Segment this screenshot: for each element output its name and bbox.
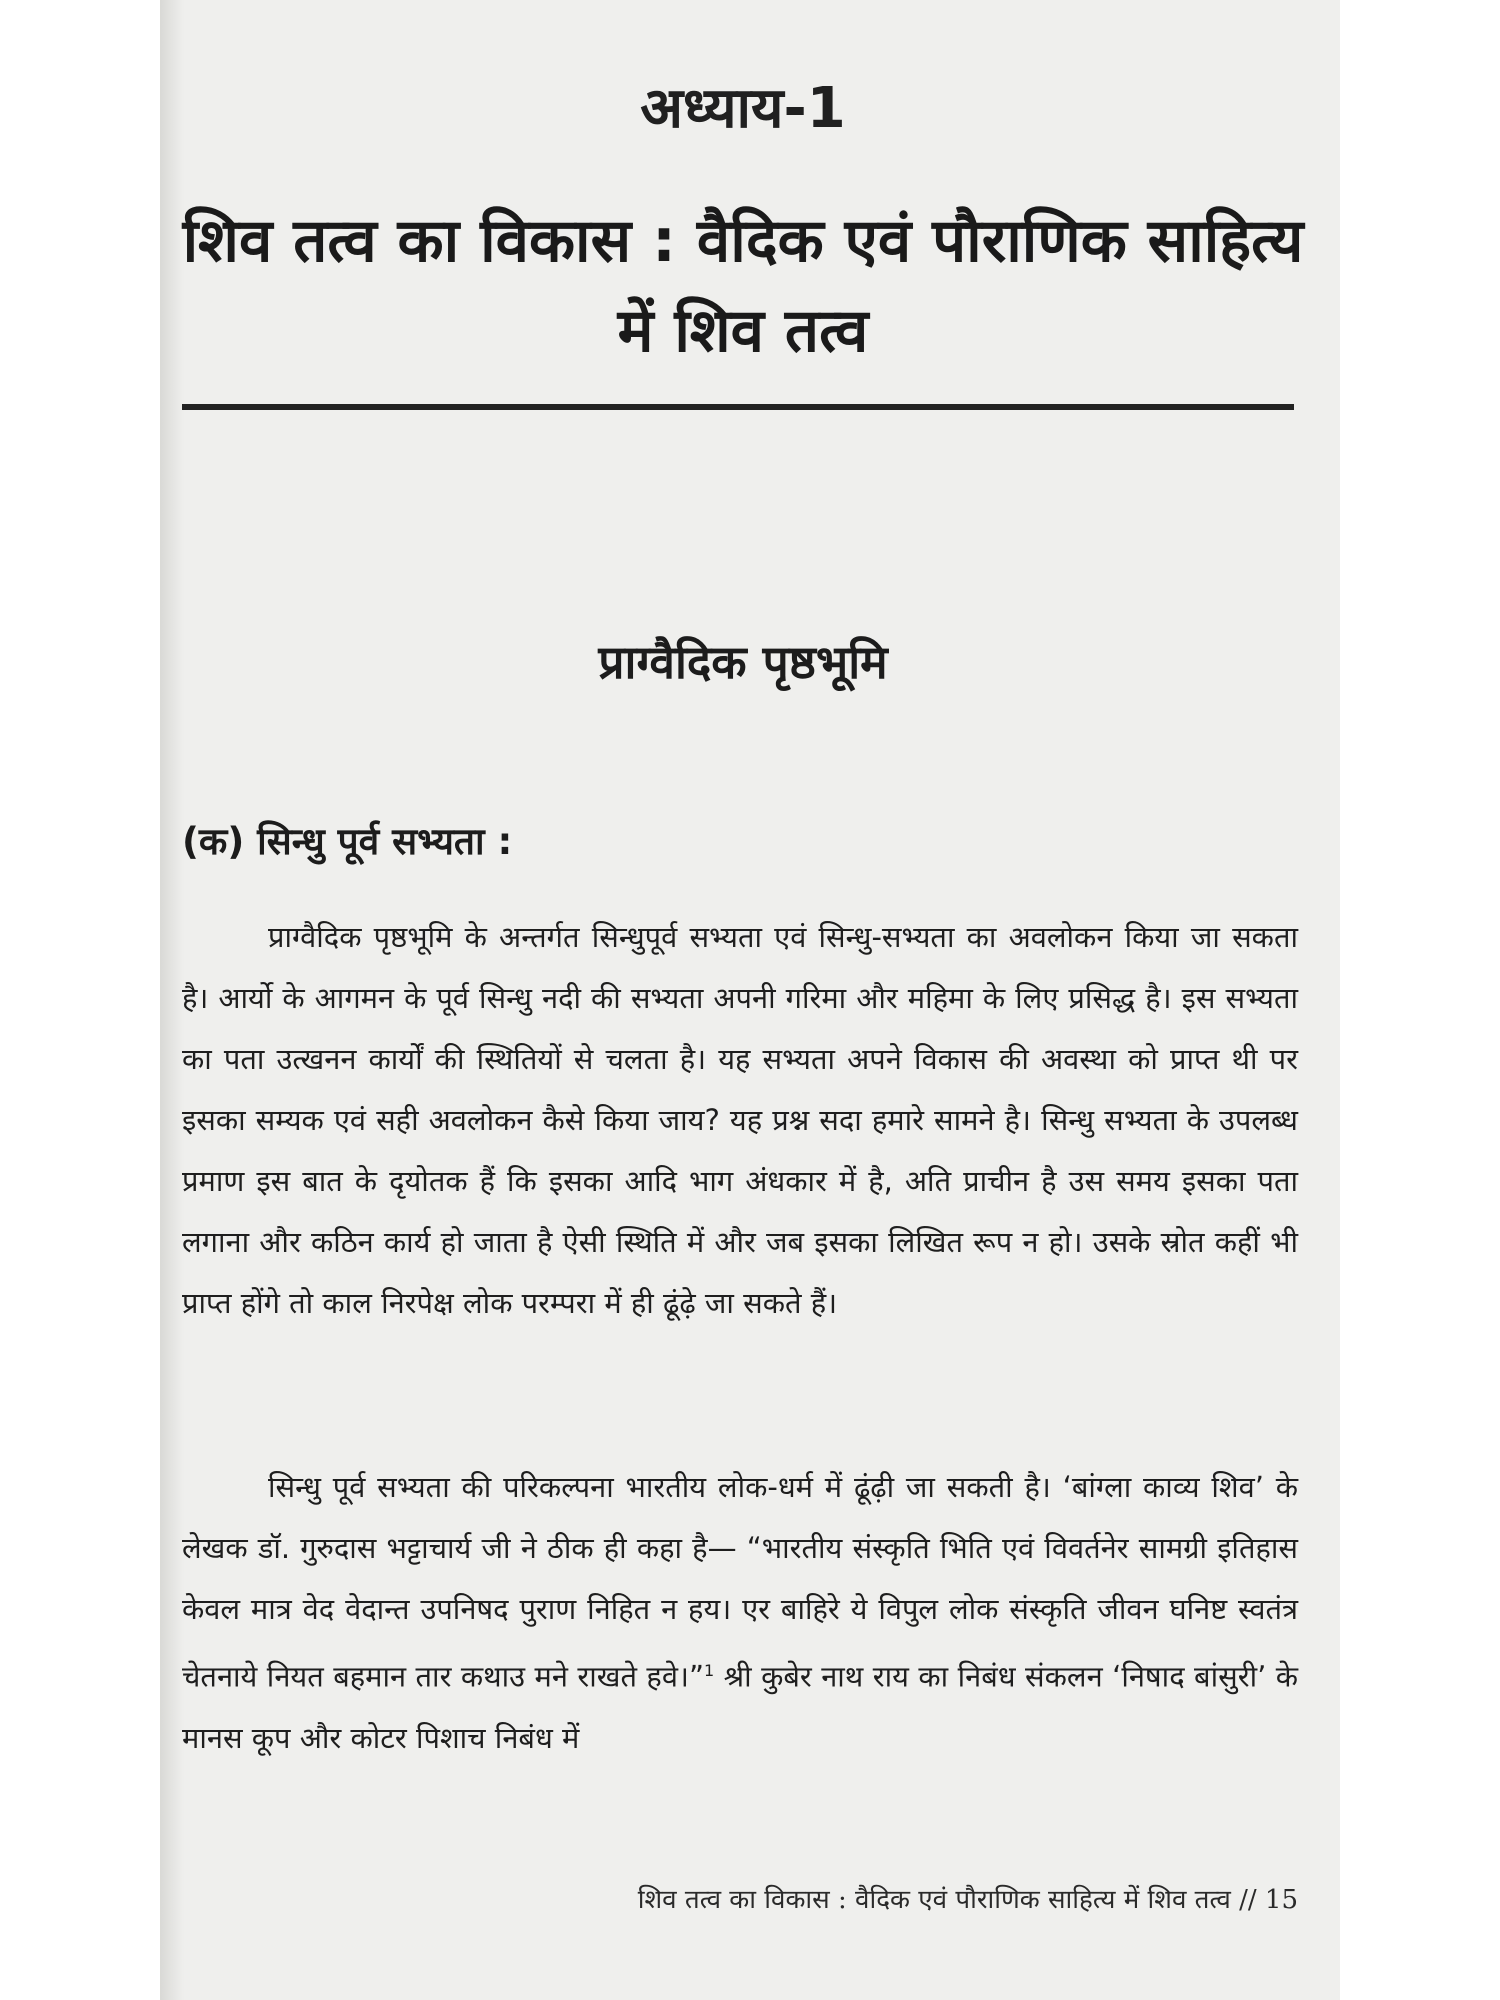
- page-footer: [178, 1880, 1298, 1916]
- footer-separator: //: [1239, 1885, 1257, 1915]
- paragraph-1-text: प्राग्वैदिक पृष्ठभूमि के अन्तर्गत सिन्धुपूर्व सभ्यता एवं सिन्धु-सभ्यता का अवलोकन किया जा सकता है। आर्यो के आगमन के पूर्व सिन्धु नदी की सभ्यता अपनी गरिमा और महिमा के लिए प्रसिद्ध है। इस सभ्यता का पता उत्खनन कार्यों की स्थितियों से चलता है। यह सभ्यता अपने विकास की अवस्था को प्राप्त थी पर इसका सम्यक एवं सही अवलोकन कैसे किया जाय? यह प्रश्न सदा हमारे सामने है। सिन्धु सभ्यता के उपलब्ध प्रमाण इस बात के दृयोतक हैं कि इसका आदि भाग अंधकार में है, अति प्राचीन है उस समय इसका पता लगाना और कठिन कार्य हो जाता है ऐसी स्थिति में और जब इसका लिखित रूप न हो। उसके स्रोत कहीं भी प्राप्त होंगे तो काल निरपेक्ष लोक परम्परा में ही ढूंढ़े जा सकते हैं।: [182, 920, 1298, 1320]
- section-heading: प्राग्वैदिक पृष्ठभूमि: [598, 635, 888, 689]
- footnote-marker: 1: [703, 1661, 715, 1680]
- title-divider: [182, 404, 1294, 410]
- chapter-title: शिव तत्व का विकास : वैदिक एवं पौराणिक साहित्य में शिव तत्व: [182, 206, 1304, 366]
- paragraph-1: [182, 907, 1298, 1334]
- paragraph-2: [182, 1457, 1298, 1769]
- paragraph-2-text: सिन्धु पूर्व सभ्यता की परिकल्पना भारतीय लोक-धर्म में ढूंढ़ी जा सकती है। ‘बांग्ला काव्य शिव’ के लेखक डॉ. गुरुदास भट्टाचार्य जी ने ठीक ही कहा है— “भारतीय संस्कृति भिति एवं विवर्तनेर सामग्री इतिहास केवल मात्र वेद वेदान्त उपनिषद पुराण निहित न हय। एर बाहिरे ये विपुल लोक संस्कृति जीवन घनिष्ट स्वतंत्र चेतनाये नियत बहमान तार कथाउ मने राखते हवे।”: [182, 1470, 1298, 1694]
- page-number: 15: [1264, 1885, 1298, 1915]
- chapter-label: अध्याय-1: [640, 76, 846, 141]
- paragraph-2-tail: श्री कुबेर नाथ राय का निबंध संकलन ‘निषाद बांसुरी’ के मानस कूप और कोटर पिशाच निबंध में: [182, 1659, 1298, 1755]
- running-title: शिव तत्व का विकास : वैदिक एवं पौराणिक साहित्य में शिव तत्व: [637, 1885, 1231, 1915]
- subsection-heading: (क) सिन्धु पूर्व सभ्यता :: [182, 820, 513, 863]
